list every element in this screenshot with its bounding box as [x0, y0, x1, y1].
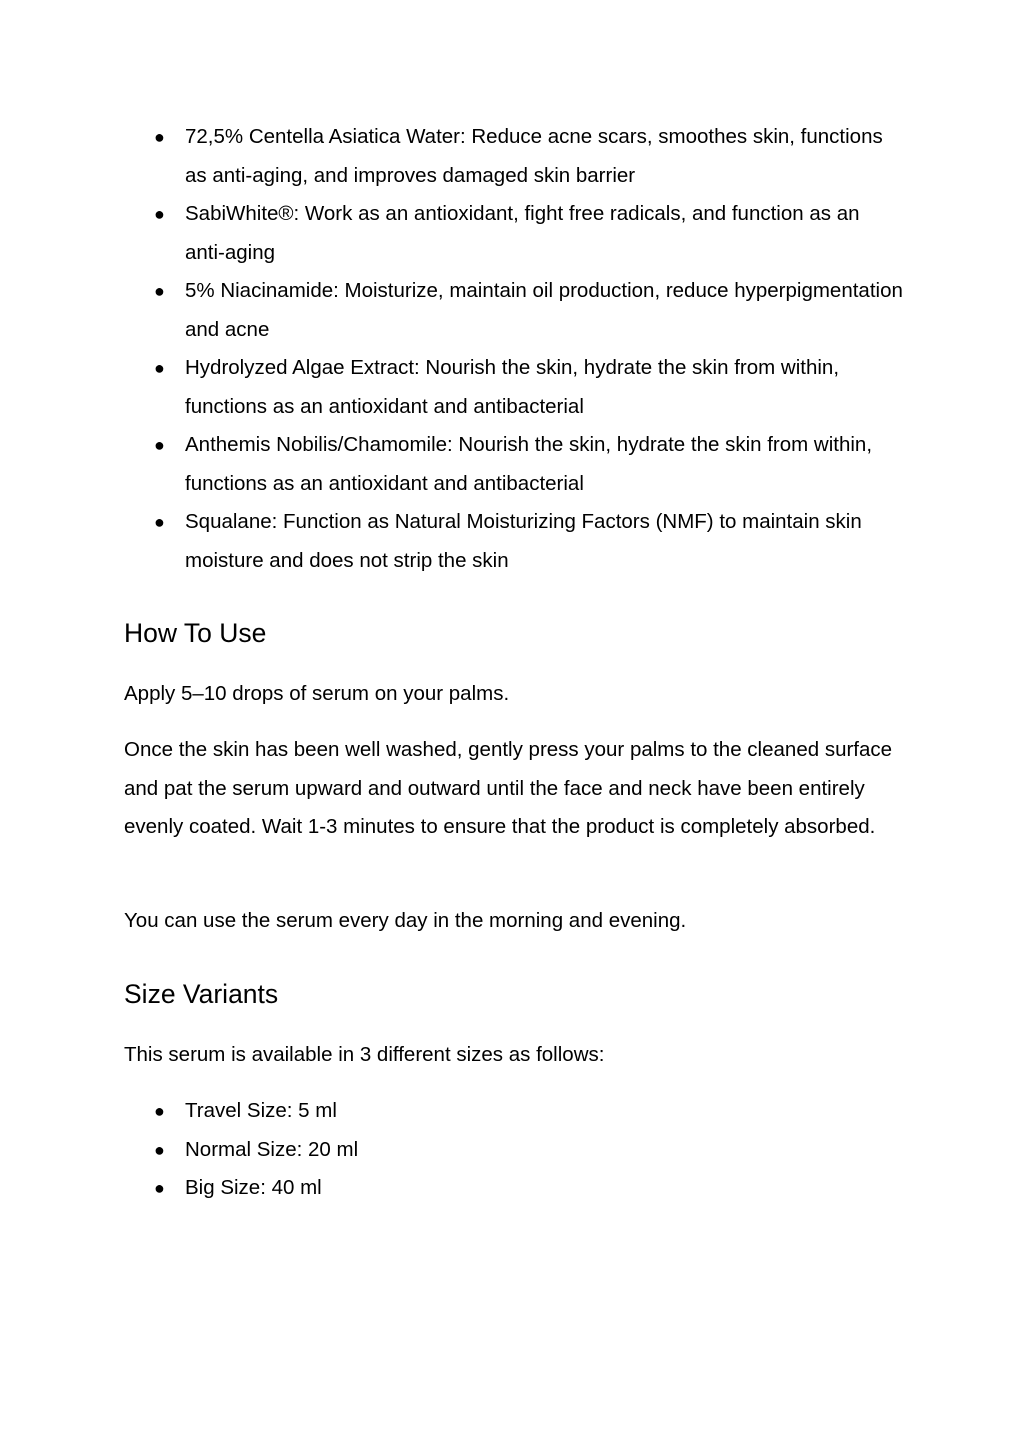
- size-intro-paragraph: This serum is available in 3 different sizes as follows:: [124, 1043, 605, 1066]
- list-item-text: 72,5% Centella Asiatica Water: Reduce acne scars, smoothes skin, functions as anti-aging, and improves damaged skin barrier: [185, 125, 883, 187]
- list-item-text: Hydrolyzed Algae Extract: Nourish the skin, hydrate the skin from within, functions as an antioxidant and antibacterial: [185, 356, 840, 418]
- section-heading-how-to-use: How To Use: [124, 618, 267, 648]
- bullet-icon: ●: [154, 127, 165, 147]
- list-item: [0, 1131, 1024, 1170]
- usage-paragraph: Once the skin has been well washed, gently press your palms to the cleaned surface and pat the serum upward and outward until the face and neck have been entirely evenly coated. Wait 1-3 minutes to ensure that the product is completely absorbed.: [124, 738, 893, 838]
- bullet-icon: ●: [154, 435, 165, 455]
- list-item-text: Squalane: Function as Natural Moisturizing Factors (NMF) to maintain skin moisture and does not strip the skin: [185, 510, 862, 572]
- list-item: [0, 503, 1024, 580]
- usage-paragraph: Apply 5–10 drops of serum on your palms.: [124, 682, 510, 705]
- bullet-icon: ●: [154, 1101, 165, 1121]
- size-variants-list: [0, 1092, 1024, 1208]
- list-item-text: SabiWhite®: Work as an antioxidant, fight free radicals, and function as an anti-aging: [185, 202, 860, 264]
- list-item-text: 5% Niacinamide: Moisturize, maintain oil production, reduce hyperpigmentation and acne: [185, 279, 903, 341]
- list-item: [0, 1169, 1024, 1208]
- bullet-icon: ●: [154, 204, 165, 224]
- bullet-icon: ●: [154, 358, 165, 378]
- usage-paragraph: You can use the serum every day in the morning and evening.: [124, 909, 687, 932]
- list-item: [0, 272, 1024, 349]
- bullet-icon: ●: [154, 1139, 165, 1160]
- bullet-icon: ●: [154, 281, 165, 301]
- list-item: [0, 195, 1024, 272]
- list-item: [0, 349, 1024, 426]
- list-item-text: Travel Size: 5 ml: [185, 1099, 337, 1122]
- bullet-icon: ●: [154, 512, 165, 532]
- list-item: [0, 426, 1024, 503]
- ingredients-list: [0, 118, 1024, 580]
- list-item-text: Big Size: 40 ml: [185, 1176, 322, 1199]
- list-item-text: Normal Size: 20 ml: [185, 1137, 359, 1161]
- list-item-text: Anthemis Nobilis/Chamomile: Nourish the skin, hydrate the skin from within, functions as an antioxidant and antibacterial: [185, 433, 873, 495]
- list-item: [0, 118, 1024, 195]
- bullet-icon: ●: [154, 1178, 165, 1198]
- section-heading-size-variants: Size Variants: [124, 979, 279, 1009]
- list-item: [0, 1092, 1024, 1131]
